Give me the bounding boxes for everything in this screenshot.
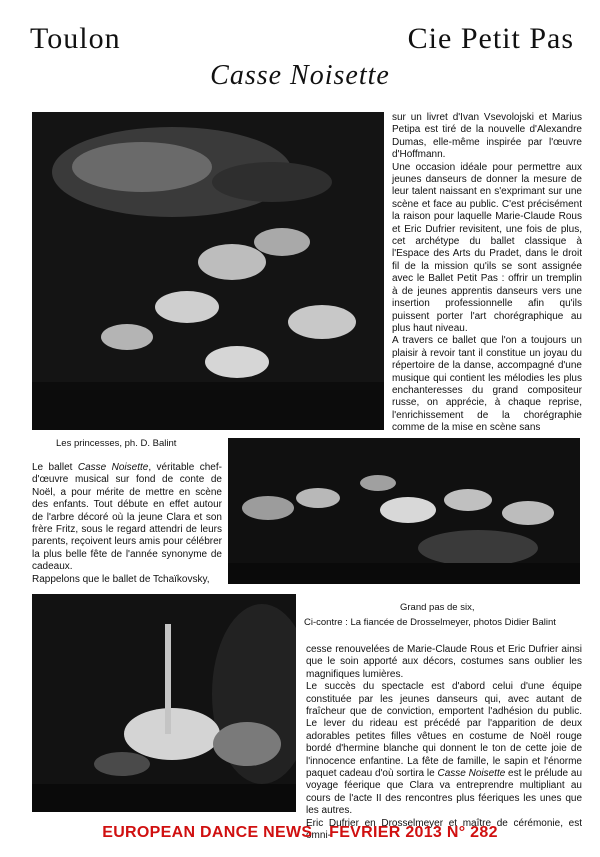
photo-fiancee-drosselmeyer — [32, 594, 296, 812]
caption-fiancee: Ci-contre : La fiancée de Drosselmeyer, photos Didier Balint — [304, 617, 556, 628]
paragraph: Le succès du spectacle est d'abord celui d'une équipe constituée par les jeunes danseurs qui, avec autant de fraîcheur que de conviction, emportent l'adhésion du public. Le lever du rideau est précédé par l'apparition de deux adorables petites filles vêtues en costume de Noël rouge bordé d'hermine blanche qui donnent le ton de cette joie de l'innocence enfantine. La fête de famille, le sapin et l'énorme paquet cadeau d'où sortira le Casse Noisette est le prélude au voyage féerique que Clara va entreprendre multipliant au cours de l'acte II des rencontres plus féeriques les unes que les autres. — [306, 681, 583, 817]
paragraph: Une occasion idéale pour permettre aux jeunes danseurs de donner la mesure de leur talent naissant en s'exprimant sur une scène et face au public. C'est précisément la raison pour laquelle Marie-Claude Rous et Eric Dufrier revisitent, une fois de plus, cet archétype du ballet classique à l'Espace des Arts du Pradet, dans le droit fil de la mission qu'ils se sont assignée avec le Ballet Petit Pas : offrir un tremplin à de jeunes apprentis danseurs vers une insertion professionnelle afin qu'ils puissent porter l'art chorégraphique au plus haut niveau. — [392, 161, 582, 334]
article-title: Casse Noisette — [210, 60, 390, 91]
issue-info: FEVRIER 2013 N° 282 — [329, 824, 498, 841]
company-heading: Cie Petit Pas — [407, 22, 574, 55]
publication-name: EUROPEAN DANCE NEWS — [102, 824, 313, 841]
footer — [0, 824, 600, 842]
photo-grand-pas-de-six — [228, 438, 580, 584]
paragraph: sur un livret d'Ivan Vsevolojski et Marius Petipa est tiré de la nouvelle d'Alexandre Dumas, elle-même inspirée par l'œuvre d'Hoffmann. — [392, 112, 582, 161]
caption-princesses: Les princesses, ph. D. Balint — [56, 438, 177, 449]
column-bottom-right — [306, 644, 582, 843]
caption-grand-pas: Grand pas de six, — [400, 602, 475, 613]
paragraph: Le ballet Casse Noisette, véritable chef-d'œuvre musical sur fond de conte de Noël, a pour mérite de mettre en scène des enfants. Tout débute en effet autour de l'arbre décoré où la jeune Clara et son frère Fritz, sous le regard attendri de leurs parents, reçoivent leurs amis pour célébrer la plus belle fête de l'année synonyme de cadeaux. — [32, 462, 222, 573]
column-middle-left — [32, 462, 222, 586]
photo-princesses — [32, 112, 384, 430]
paragraph: Rappelons que le ballet de Tchaïkovsky, — [32, 573, 210, 585]
paragraph: Eric Dufrier en Drosselmeyer et maître de cérémonie, est omni- — [306, 817, 582, 842]
paragraph: cesse renouvelées de Marie-Claude Rous et Eric Dufrier ainsi que le soin apporté aux décors, costumes sans oublier les magnifiques lumières. — [306, 644, 582, 680]
paragraph: A travers ce ballet que l'on a toujours un plaisir à revoir tant il constitue un joyau du répertoire de la danse, accompagné d'une musique qui contient les mélodies les plus enchanteresses du grand compositeur russe, on apprécie, à chaque reprise, l'enrichissement de la chorégraphie comme de la mise en scène sans — [392, 335, 582, 434]
column-top-right — [392, 112, 582, 435]
city-heading: Toulon — [30, 22, 121, 55]
